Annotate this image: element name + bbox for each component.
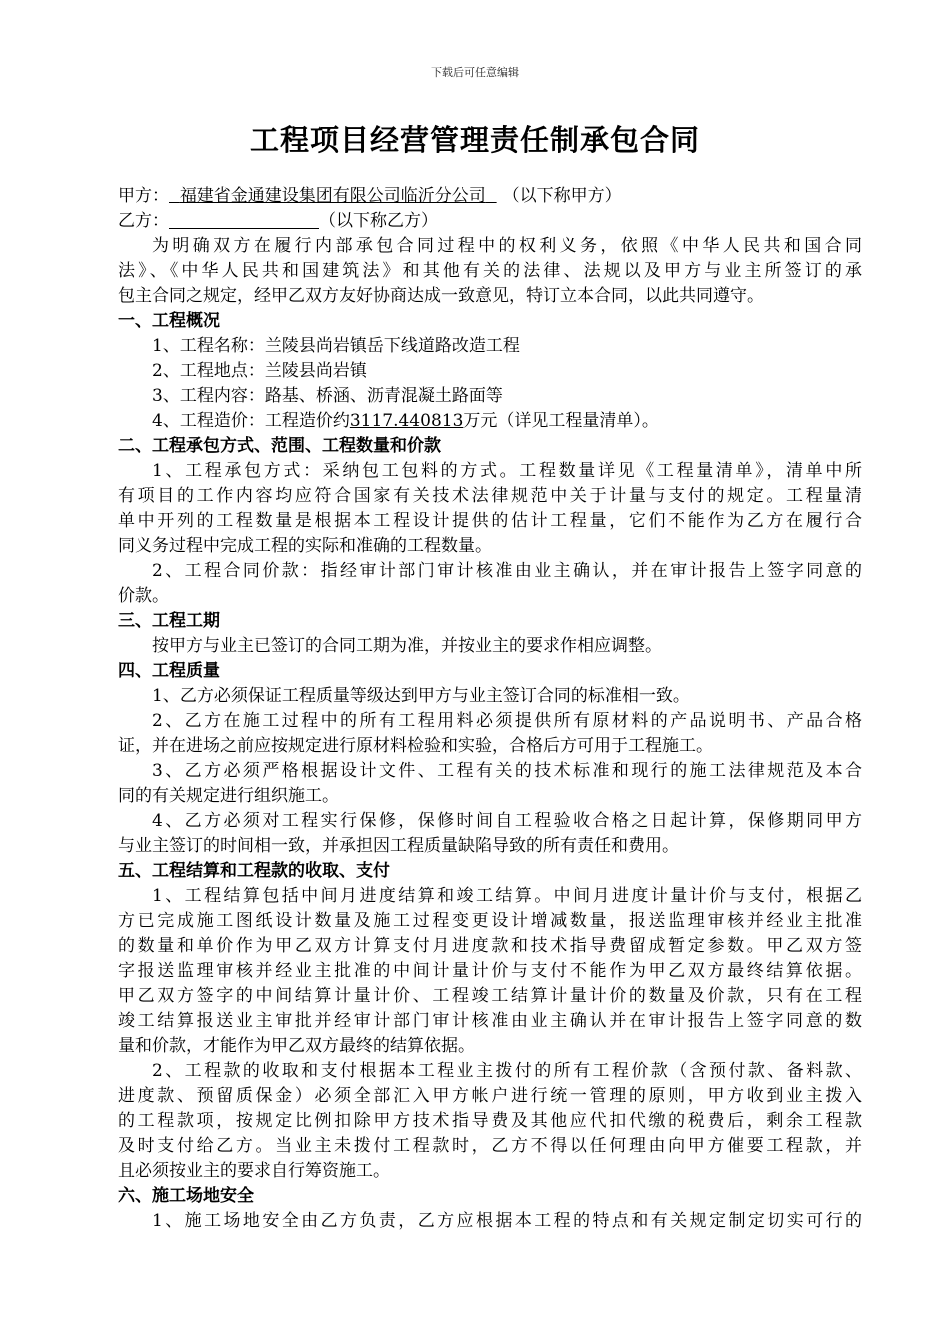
paragraph-line: 的数量和单价作为甲乙双方计算支付月进度款和技术指导费留成暂定参数。甲乙双方签 bbox=[118, 936, 862, 956]
paragraph-line: 法》、《中华人民共和国建筑法》和其他有关的法律、法规以及甲方与业主所签订的承 bbox=[118, 261, 862, 281]
paragraph-line: 1、乙方必须保证工程质量等级达到甲方与业主签订合同的标准相一致。 bbox=[152, 686, 690, 706]
party-b-label: 乙方： bbox=[118, 211, 169, 231]
paragraph-line: 且必须按业主的要求自行筹资施工。 bbox=[118, 1161, 390, 1181]
paragraph-line: 1、工程结算包括中间月进度结算和竣工结算。中间月进度计量计价与支付，根据乙 bbox=[152, 886, 862, 906]
section-heading: 二、工程承包方式、范围、工程数量和价款 bbox=[118, 436, 441, 456]
paragraph-line: 按甲方与业主已签订的合同工期为准，并按业主的要求作相应调整。 bbox=[152, 636, 662, 656]
paragraph-line: 为明确双方在履行内部承包合同过程中的权利义务，依照《中华人民共和国合同 bbox=[152, 236, 862, 256]
paragraph-line: 及时支付给乙方。当业主未拨付工程款时，乙方不得以任何理由向甲方催要工程款，并 bbox=[118, 1136, 862, 1156]
party-a-suffix: （以下称甲方） bbox=[502, 186, 622, 206]
header-note: 下载后可任意编辑 bbox=[431, 66, 519, 79]
paragraph-line: 方已完成施工图纸设计数量及施工过程变更设计增减数量，报送监理审核并经业主批准 bbox=[118, 911, 862, 931]
paragraph-line: 3、乙方必须严格根据设计文件、工程有关的技术标准和现行的施工法律规范及本合 bbox=[152, 761, 862, 781]
cost-unit: 万元（详见工程量清单）。 bbox=[463, 411, 659, 431]
list-item bbox=[118, 409, 862, 434]
section-heading: 四、工程质量 bbox=[118, 661, 220, 681]
paragraph-line: 同义务过程中完成工程的实际和准确的工程数量。 bbox=[118, 536, 492, 556]
paragraph-line: 价款。 bbox=[118, 586, 169, 606]
paragraph-line: 2、工程款的收取和支付根据本工程业主拨付的所有工程价款（含预付款、备料款、 bbox=[152, 1061, 862, 1081]
section-heading: 五、工程结算和工程款的收取、支付 bbox=[118, 861, 390, 881]
cost-value: 3117.440813 bbox=[349, 411, 464, 431]
party-b-suffix: （以下称乙方） bbox=[319, 211, 438, 231]
list-item: 3、工程内容：路基、桥涵、沥青混凝土路面等 bbox=[152, 386, 503, 406]
paragraph-line: 量和价款，才能作为甲乙双方最终的结算依据。 bbox=[118, 1036, 475, 1056]
paragraph-line: 4、乙方必须对工程实行保修，保修时间自工程验收合格之日起计算，保修期同甲方 bbox=[152, 811, 862, 831]
paragraph-line: 竣工结算报送业主审批并经审计部门审计核准由业主确认并在审计报告上签字同意的数 bbox=[118, 1011, 862, 1031]
paragraph-line: 进度款、预留质保金）必须全部汇入甲方帐户进行统一管理的原则，甲方收到业主拨入 bbox=[118, 1086, 862, 1106]
party-a-label: 甲方： bbox=[118, 186, 169, 206]
paragraph-line: 1、工程承包方式：采纳包工包料的方式。工程数量详见《工程量清单》，清单中所 bbox=[152, 461, 862, 481]
document-title: 工程项目经营管理责任制承包合同 bbox=[249, 123, 700, 157]
paragraph-line: 的工程款项，按规定比例扣除甲方技术指导费及其他应代扣代缴的税费后，剩余工程款 bbox=[118, 1111, 862, 1131]
party-a-name bbox=[169, 186, 497, 206]
paragraph-line: 与业主签订的时间相一致，并承担因工程质量缺陷导致的所有责任和费用。 bbox=[118, 836, 679, 856]
cost-label: 4、工程造价：工程造价约 bbox=[152, 411, 350, 431]
paragraph-line: 包主合同之规定，经甲乙双方友好协商达成一致意见，特订立本合同，以此共同遵守。 bbox=[118, 286, 764, 306]
party-b-line bbox=[118, 209, 862, 234]
party-b-blank bbox=[169, 210, 319, 229]
list-item: 1、工程名称：兰陵县尚岩镇岳下线道路改造工程 bbox=[152, 336, 520, 356]
paragraph-line: 证，并在进场之前应按规定进行原材料检验和实验，合格后方可用于工程施工。 bbox=[118, 736, 713, 756]
paragraph-line: 单中开列的工程数量是根据本工程设计提供的估计工程量，它们不能作为乙方在履行合 bbox=[118, 511, 862, 531]
paragraph-line: 有项目的工作内容均应符合国家有关技术法律规范中关于计量与支付的规定。工程量清 bbox=[118, 486, 862, 506]
paragraph-line: 2、工程合同价款：指经审计部门审计核准由业主确认，并在审计报告上签字同意的 bbox=[152, 561, 862, 581]
paragraph-line: 甲乙双方签字的中间结算计量计价、工程竣工结算计量计价的数量及价款，只有在工程 bbox=[118, 986, 862, 1006]
party-a-name-text: 福建省金通建设集团有限公司临沂分公司 bbox=[179, 186, 486, 206]
paragraph-line: 1、施工场地安全由乙方负责，乙方应根据本工程的特点和有关规定制定切实可行的 bbox=[152, 1211, 862, 1231]
section-heading: 三、工程工期 bbox=[118, 611, 220, 631]
paragraph-line: 字报送监理审核并经业主批准的中间计量计价与支付不能作为甲乙双方最终结算依据。 bbox=[118, 961, 862, 981]
party-a-line bbox=[118, 184, 862, 209]
paragraph-line: 2、乙方在施工过程中的所有工程用料必须提供所有原材料的产品说明书、产品合格 bbox=[152, 711, 862, 731]
contract-body bbox=[118, 184, 862, 1234]
section-heading: 一、工程概况 bbox=[118, 311, 220, 331]
section-heading: 六、施工场地安全 bbox=[118, 1186, 254, 1206]
list-item: 2、工程地点：兰陵县尚岩镇 bbox=[152, 361, 367, 381]
paragraph-line: 同的有关规定进行组织施工。 bbox=[118, 786, 339, 806]
